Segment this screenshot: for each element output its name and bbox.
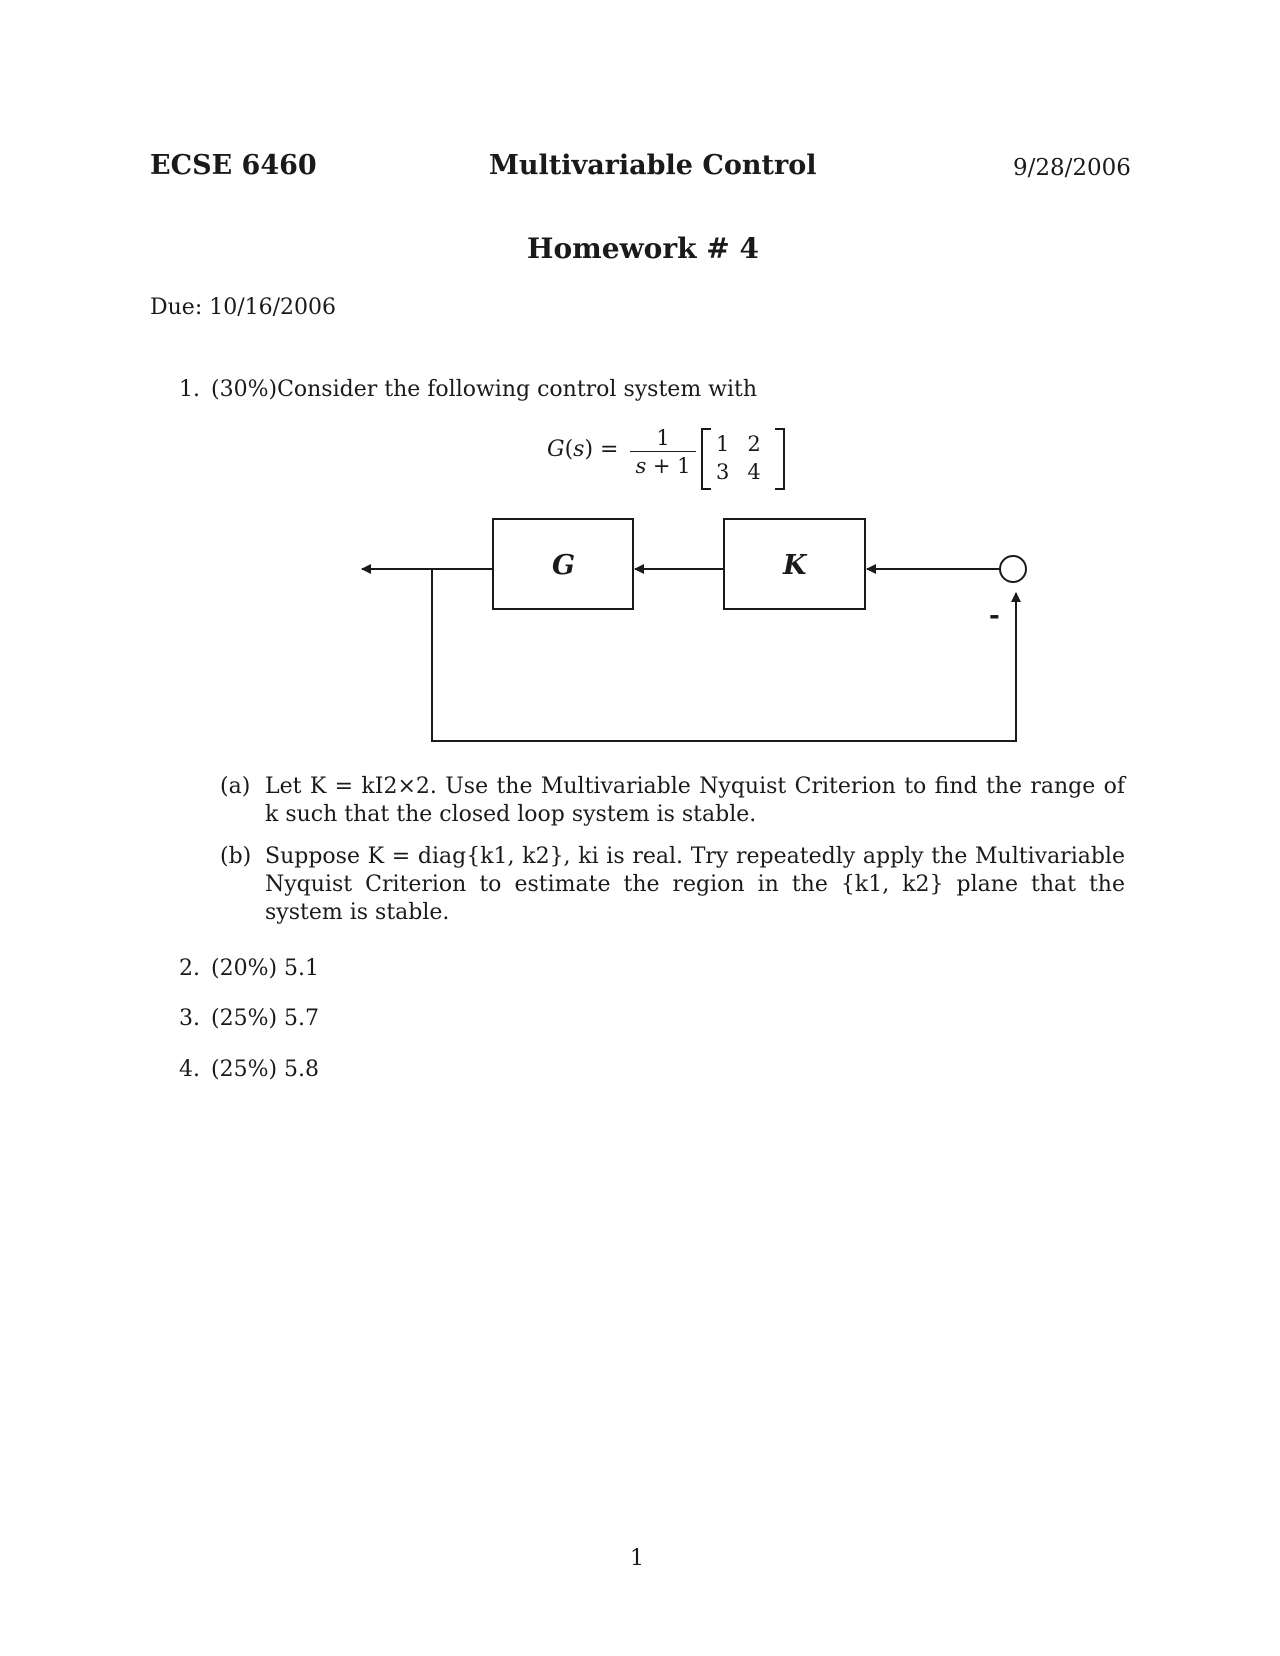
part-a-label: (a)	[220, 774, 251, 799]
problem-3-text: (25%) 5.7	[211, 1006, 320, 1031]
problem-1-label: 1.	[179, 377, 200, 402]
block-diagram	[0, 0, 1280, 760]
due-date: Due: 10/16/2006	[150, 295, 337, 320]
part-b-text: Suppose K = diag{k1, k2}, ki is real. Try repeatedly apply the Multivariable Nyquist Criterion to estimate the region in the {k1, k2} plane that the system is stable.	[265, 844, 1125, 925]
block-k-label: K	[783, 550, 807, 581]
matrix-cell: 4	[747, 460, 761, 484]
course-title: Multivariable Control	[489, 150, 817, 181]
matrix-cell: 1	[716, 432, 730, 456]
problem-3-label: 3.	[179, 1006, 200, 1031]
formula-lhs: G(s) =	[547, 437, 619, 462]
problem-4-text: (25%) 5.8	[211, 1057, 320, 1082]
course-code: ECSE 6460	[150, 150, 317, 181]
fraction-denominator: s + 1	[635, 454, 691, 478]
part-a-text: Let K = kI2×2. Use the Multivariable Nyquist Criterion to find the range of k such that the closed loop system is stable.	[265, 774, 1125, 827]
block-g-label: G	[552, 550, 576, 581]
summing-junction	[1000, 556, 1026, 582]
matrix-cell: 2	[747, 432, 761, 456]
problem-2-label: 2.	[179, 956, 200, 981]
homework-title: Homework # 4	[527, 232, 759, 265]
feedback-minus-sign: -	[989, 601, 1000, 631]
matrix-cell: 3	[716, 460, 730, 484]
fraction-numerator: 1	[630, 425, 696, 452]
problem-4-label: 4.	[179, 1057, 200, 1082]
issue-date: 9/28/2006	[1013, 155, 1131, 181]
problem-1-text: (30%)Consider the following control system with	[211, 377, 758, 402]
page-number: 1	[630, 1546, 644, 1571]
problem-2-text: (20%) 5.1	[211, 956, 320, 981]
part-b-label: (b)	[220, 844, 252, 869]
